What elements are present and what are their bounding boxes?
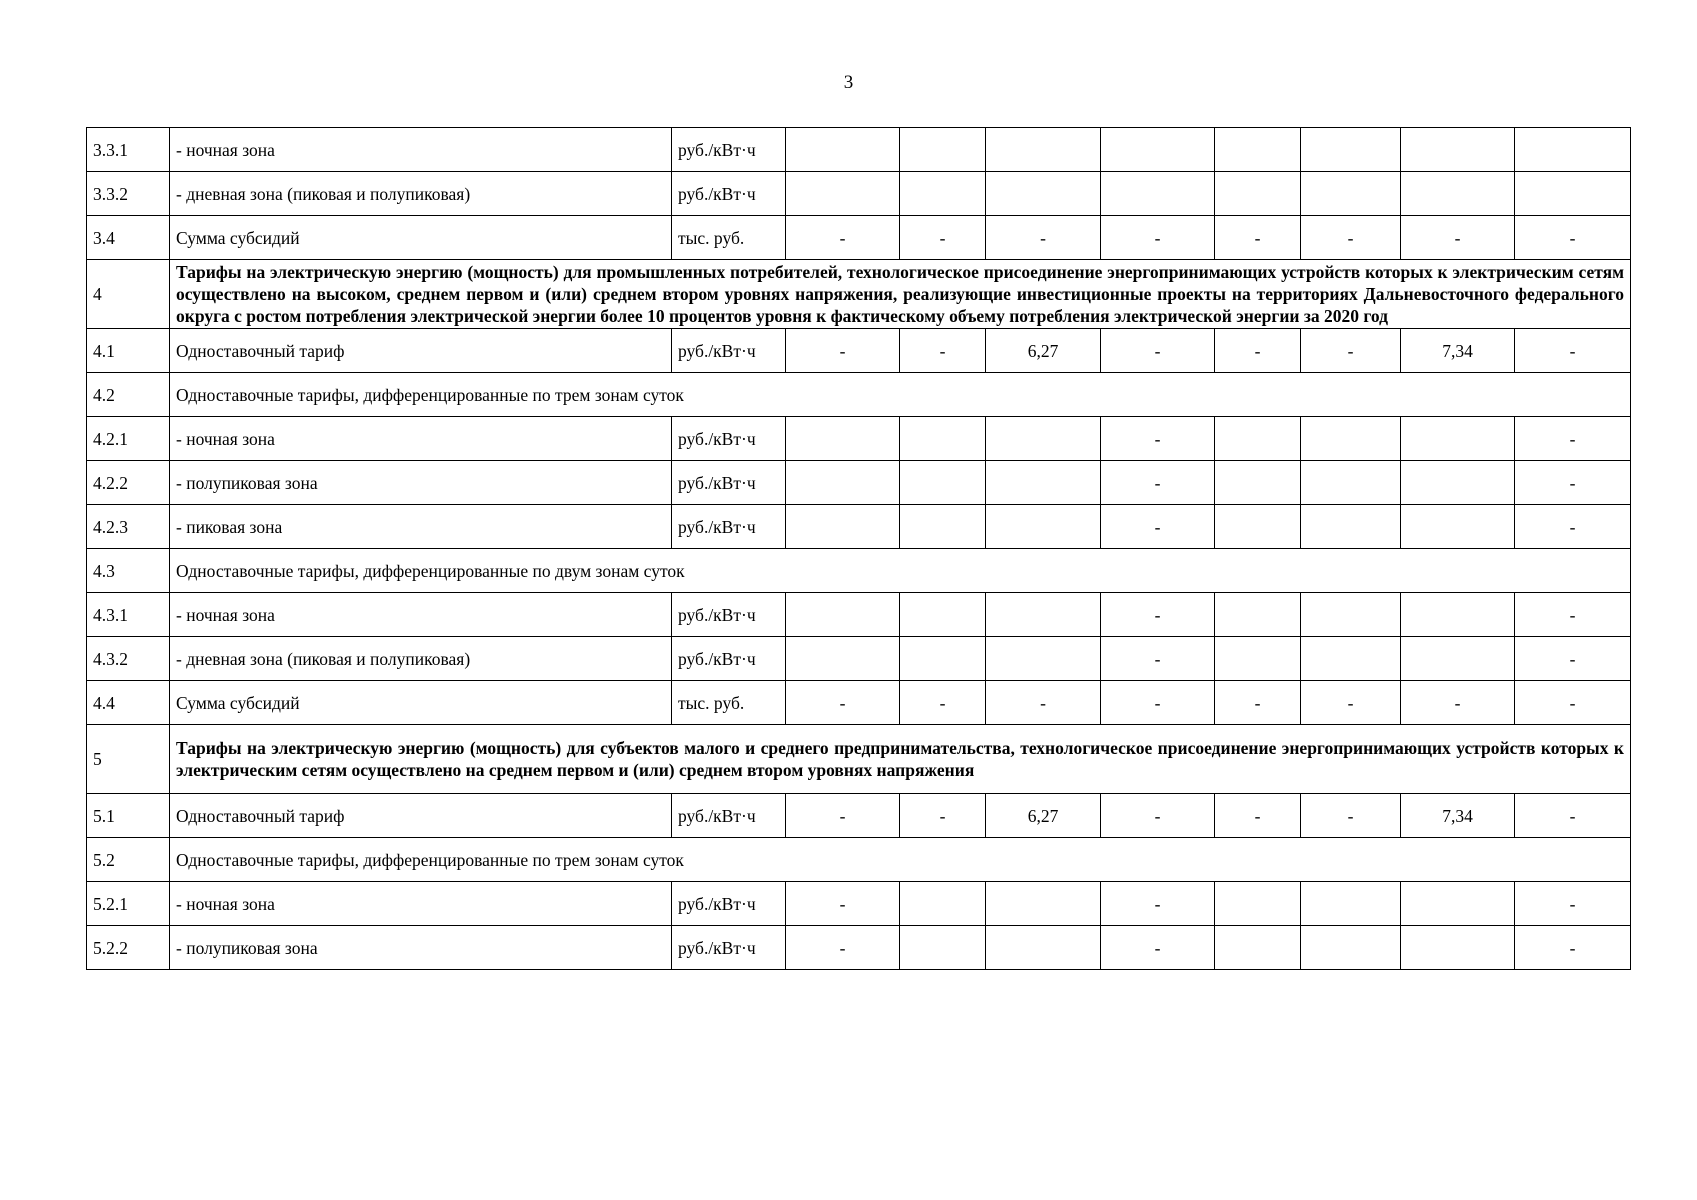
section-heading-cell: Тарифы на электрическую энергию (мощность) для промышленных потребителей, технологическое присоединение энергопринимающих устройств которых к электрическим сетям осуществлено на высоком, среднем первом и (или) среднем втором уровнях напряжения, реализующие инвестиционные проекты на территориях Дальневосточного федерального округа с ростом потребления электрической энергии более 10 процентов уровня к фактическому объему потребления электрической энергии за 2020 год <box>170 260 1631 329</box>
table-row <box>87 216 1631 260</box>
value-cell: - <box>1515 461 1631 505</box>
group-label-cell: Одноставочные тарифы, дифференцированные по трем зонам суток <box>170 838 1631 882</box>
value-cell: - <box>1101 216 1215 260</box>
value-cell: - <box>1515 329 1631 373</box>
indicator-name-cell: - ночная зона <box>170 417 672 461</box>
table-row <box>87 373 1631 417</box>
value-cell <box>986 417 1101 461</box>
value-cell <box>1301 128 1401 172</box>
table-row <box>87 505 1631 549</box>
value-cell <box>1401 461 1515 505</box>
table-row <box>87 637 1631 681</box>
row-number-cell: 4.2.3 <box>87 505 170 549</box>
value-cell <box>786 505 900 549</box>
value-cell <box>1401 417 1515 461</box>
value-cell: - <box>1515 417 1631 461</box>
value-cell: - <box>1101 926 1215 970</box>
table-row <box>87 725 1631 794</box>
unit-cell: руб./кВт·ч <box>672 461 786 505</box>
value-cell: - <box>1515 926 1631 970</box>
value-cell: - <box>1401 681 1515 725</box>
value-cell: - <box>1515 637 1631 681</box>
value-cell <box>1215 593 1301 637</box>
row-number-cell: 4.2.2 <box>87 461 170 505</box>
value-cell: - <box>1101 593 1215 637</box>
value-cell <box>786 461 900 505</box>
unit-cell: руб./кВт·ч <box>672 926 786 970</box>
value-cell: - <box>786 794 900 838</box>
unit-cell: руб./кВт·ч <box>672 505 786 549</box>
value-cell: - <box>1301 216 1401 260</box>
value-cell <box>1401 593 1515 637</box>
value-cell: 7,34 <box>1401 329 1515 373</box>
value-cell: - <box>1301 681 1401 725</box>
value-cell: 6,27 <box>986 329 1101 373</box>
value-cell: - <box>786 926 900 970</box>
page-number: 3 <box>843 72 854 93</box>
group-label-cell: Одноставочные тарифы, дифференцированные по двум зонам суток <box>170 549 1631 593</box>
value-cell <box>1301 417 1401 461</box>
table-row <box>87 681 1631 725</box>
value-cell <box>986 461 1101 505</box>
table-row <box>87 329 1631 373</box>
tariff-table-body <box>87 128 1631 970</box>
value-cell <box>900 172 986 216</box>
value-cell: - <box>1101 882 1215 926</box>
value-cell <box>1301 505 1401 549</box>
value-cell <box>1401 505 1515 549</box>
value-cell: - <box>1301 329 1401 373</box>
indicator-name-cell: Одноставочный тариф <box>170 329 672 373</box>
unit-cell: руб./кВт·ч <box>672 794 786 838</box>
indicator-name-cell: Одноставочный тариф <box>170 794 672 838</box>
indicator-name-cell: - ночная зона <box>170 593 672 637</box>
value-cell: - <box>1101 794 1215 838</box>
value-cell <box>900 593 986 637</box>
row-number-cell: 5.2.2 <box>87 926 170 970</box>
value-cell <box>986 882 1101 926</box>
table-row <box>87 417 1631 461</box>
unit-cell: тыс. руб. <box>672 216 786 260</box>
value-cell <box>1101 128 1215 172</box>
indicator-name-cell: - ночная зона <box>170 882 672 926</box>
value-cell: - <box>1101 681 1215 725</box>
value-cell <box>986 505 1101 549</box>
value-cell <box>986 637 1101 681</box>
row-number-cell: 3.3.2 <box>87 172 170 216</box>
value-cell <box>1401 128 1515 172</box>
value-cell: - <box>1215 216 1301 260</box>
value-cell <box>786 637 900 681</box>
value-cell: - <box>1515 882 1631 926</box>
row-number-cell: 4.3.2 <box>87 637 170 681</box>
section-heading-cell: Тарифы на электрическую энергию (мощность) для субъектов малого и среднего предпринимательства, технологическое присоединение энергопринимающих устройств которых к электрическим сетям осуществлено на среднем первом и (или) среднем втором уровнях напряжения <box>170 725 1631 794</box>
row-number-cell: 4.2.1 <box>87 417 170 461</box>
value-cell <box>1101 172 1215 216</box>
value-cell <box>1215 461 1301 505</box>
table-row <box>87 882 1631 926</box>
row-number-cell: 4.3 <box>87 549 170 593</box>
value-cell <box>1401 882 1515 926</box>
unit-cell: руб./кВт·ч <box>672 128 786 172</box>
value-cell: 7,34 <box>1401 794 1515 838</box>
row-number-cell: 5.2.1 <box>87 882 170 926</box>
value-cell <box>900 926 986 970</box>
value-cell: - <box>786 882 900 926</box>
value-cell: - <box>786 681 900 725</box>
unit-cell: руб./кВт·ч <box>672 172 786 216</box>
row-number-cell: 5.1 <box>87 794 170 838</box>
table-row <box>87 926 1631 970</box>
value-cell: - <box>1101 505 1215 549</box>
table-row <box>87 128 1631 172</box>
table-row <box>87 794 1631 838</box>
value-cell <box>1215 128 1301 172</box>
value-cell: - <box>986 681 1101 725</box>
tariff-table <box>86 127 1631 970</box>
unit-cell: тыс. руб. <box>672 681 786 725</box>
value-cell: - <box>1215 329 1301 373</box>
value-cell: - <box>1515 794 1631 838</box>
value-cell: - <box>1215 681 1301 725</box>
row-number-cell: 4.1 <box>87 329 170 373</box>
value-cell: - <box>1101 461 1215 505</box>
value-cell <box>786 593 900 637</box>
unit-cell: руб./кВт·ч <box>672 637 786 681</box>
unit-cell: руб./кВт·ч <box>672 593 786 637</box>
value-cell <box>900 505 986 549</box>
indicator-name-cell: - полупиковая зона <box>170 926 672 970</box>
value-cell: 6,27 <box>986 794 1101 838</box>
value-cell: - <box>900 216 986 260</box>
value-cell: - <box>786 216 900 260</box>
value-cell <box>1215 172 1301 216</box>
value-cell <box>1301 593 1401 637</box>
value-cell <box>900 417 986 461</box>
row-number-cell: 3.3.1 <box>87 128 170 172</box>
value-cell <box>1401 637 1515 681</box>
value-cell <box>900 637 986 681</box>
value-cell <box>1215 882 1301 926</box>
indicator-name-cell: - пиковая зона <box>170 505 672 549</box>
value-cell: - <box>1401 216 1515 260</box>
value-cell <box>986 128 1101 172</box>
value-cell <box>1215 926 1301 970</box>
value-cell: - <box>786 329 900 373</box>
value-cell <box>986 593 1101 637</box>
table-row <box>87 461 1631 505</box>
value-cell <box>786 128 900 172</box>
value-cell <box>1401 172 1515 216</box>
value-cell: - <box>1515 681 1631 725</box>
value-cell <box>1301 882 1401 926</box>
row-number-cell: 3.4 <box>87 216 170 260</box>
value-cell: - <box>1101 329 1215 373</box>
value-cell: - <box>1515 593 1631 637</box>
table-row <box>87 260 1631 329</box>
value-cell: - <box>1515 505 1631 549</box>
row-number-cell: 4 <box>87 260 170 329</box>
indicator-name-cell: - дневная зона (пиковая и полупиковая) <box>170 637 672 681</box>
value-cell <box>1301 172 1401 216</box>
value-cell: - <box>1215 794 1301 838</box>
value-cell: - <box>900 794 986 838</box>
value-cell <box>1515 172 1631 216</box>
row-number-cell: 5 <box>87 725 170 794</box>
value-cell <box>986 172 1101 216</box>
indicator-name-cell: - полупиковая зона <box>170 461 672 505</box>
value-cell <box>1301 461 1401 505</box>
value-cell: - <box>1101 417 1215 461</box>
value-cell <box>1515 128 1631 172</box>
unit-cell: руб./кВт·ч <box>672 882 786 926</box>
value-cell: - <box>986 216 1101 260</box>
value-cell <box>900 128 986 172</box>
value-cell <box>786 172 900 216</box>
value-cell <box>1301 926 1401 970</box>
value-cell: - <box>1101 637 1215 681</box>
value-cell <box>986 926 1101 970</box>
indicator-name-cell: - ночная зона <box>170 128 672 172</box>
value-cell <box>1401 926 1515 970</box>
value-cell <box>786 417 900 461</box>
group-label-cell: Одноставочные тарифы, дифференцированные по трем зонам суток <box>170 373 1631 417</box>
table-row <box>87 549 1631 593</box>
value-cell: - <box>900 681 986 725</box>
table-row <box>87 593 1631 637</box>
row-number-cell: 5.2 <box>87 838 170 882</box>
value-cell <box>900 461 986 505</box>
indicator-name-cell: Сумма субсидий <box>170 681 672 725</box>
value-cell <box>900 882 986 926</box>
value-cell <box>1301 637 1401 681</box>
value-cell: - <box>900 329 986 373</box>
unit-cell: руб./кВт·ч <box>672 329 786 373</box>
indicator-name-cell: Сумма субсидий <box>170 216 672 260</box>
row-number-cell: 4.3.1 <box>87 593 170 637</box>
value-cell: - <box>1515 216 1631 260</box>
value-cell <box>1215 505 1301 549</box>
value-cell: - <box>1301 794 1401 838</box>
unit-cell: руб./кВт·ч <box>672 417 786 461</box>
row-number-cell: 4.2 <box>87 373 170 417</box>
row-number-cell: 4.4 <box>87 681 170 725</box>
table-row <box>87 838 1631 882</box>
table-row <box>87 172 1631 216</box>
indicator-name-cell: - дневная зона (пиковая и полупиковая) <box>170 172 672 216</box>
value-cell <box>1215 637 1301 681</box>
value-cell <box>1215 417 1301 461</box>
